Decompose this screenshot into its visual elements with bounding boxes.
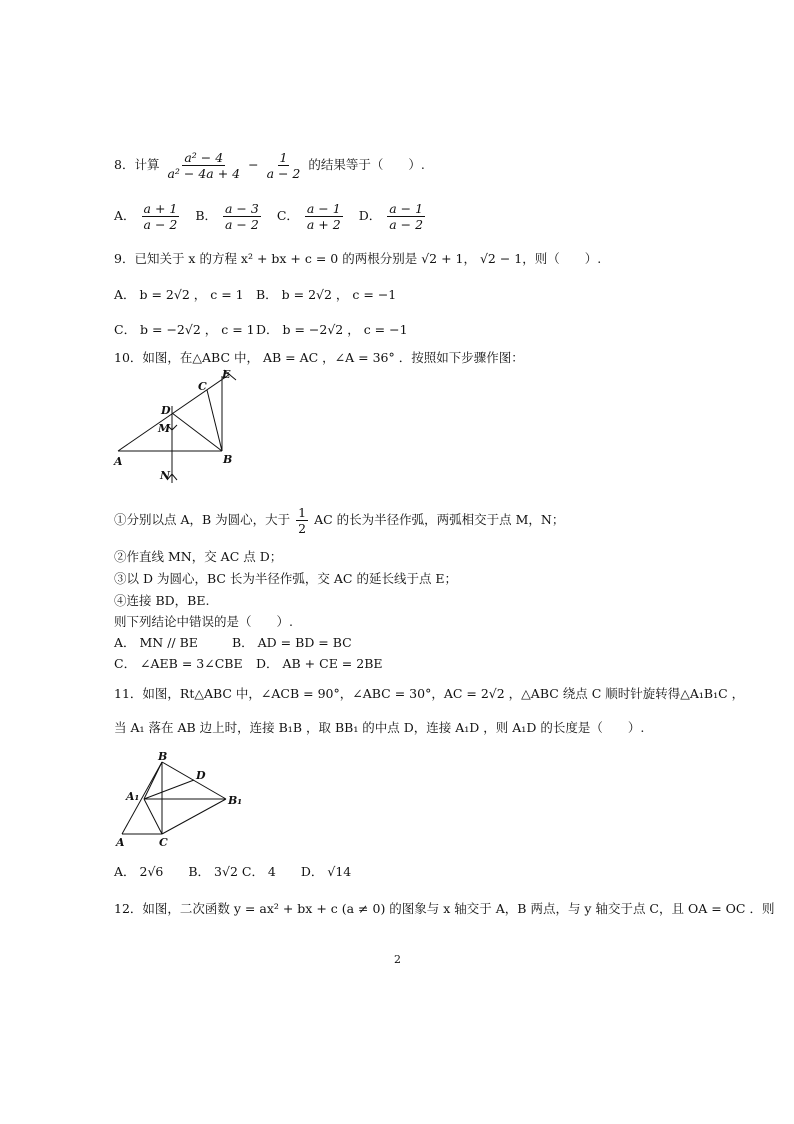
q10-step-2: ②作直线 MN，交 AC 点 D； <box>114 549 283 564</box>
q10-label-e: E <box>222 368 231 381</box>
q9-option-c: C． b = −2√2 ， c = 1 <box>114 322 255 337</box>
q11-line-2: 当 A₁ 落在 AB 边上时，连接 B₁B ，取 BB₁ 的中点 D，连接 A₁D ，则 A₁D 的长度是（ ）. <box>114 720 645 735</box>
q11-label-a1: A₁ <box>126 790 140 803</box>
q10-option-c: C． ∠AEB = 3∠CBE <box>114 656 243 671</box>
q11-figure <box>114 748 254 848</box>
q11-label-d: D <box>196 769 206 782</box>
q11-label-b: B <box>158 750 168 763</box>
q11-segment-b1c <box>162 799 226 834</box>
q10-option-a: A． MN // BE <box>114 635 198 650</box>
q9-option-d: D． b = −2√2 ， c = −1 <box>256 322 408 337</box>
q8-suffix: 的结果等于（ ）. <box>308 157 425 172</box>
q11-label-a: A <box>116 836 125 848</box>
page-number: 2 <box>394 953 401 966</box>
q10-label-b: B <box>223 453 233 466</box>
q10-option-b: B． AD = BD = BC <box>232 635 352 650</box>
q8-prefix: 8．计算 <box>114 157 160 172</box>
q10-question: 则下列结论中错误的是（ ）. <box>114 614 293 629</box>
q8-option-b: B． $\frac{a - 3}{a - 2}$ <box>195 201 259 232</box>
q10-label-m: M <box>158 422 171 435</box>
q10-stem: 10．如图，在△ABC 中， AB = AC ，∠A = 36° ．按照如下步骤作图： <box>114 350 524 365</box>
q8-option-a: A． $\frac{a + 1}{a - 2}$ <box>114 201 178 232</box>
q8-frac2-den: a − 2 <box>266 166 301 181</box>
q8-frac1-den: a² − 4a + 4 <box>167 166 241 181</box>
q10-label-c: C <box>198 380 207 393</box>
q11-label-c: C <box>159 836 168 848</box>
q8-frac1-num: a² − 4 <box>184 150 224 165</box>
q11-line-1: 11．如图，Rt△ABC 中，∠ACB = 90°，∠ABC = 30°，AC = 2√2 ，△ABC 绕点 C 顺时针旋转得△A₁B₁C ， <box>114 686 745 701</box>
q11-options: A． 2√6 B． 3√2 C． 4 D． √14 <box>114 864 352 879</box>
q10-figure <box>110 368 240 488</box>
q8-minus: − <box>248 157 259 172</box>
q9-option-a: A． b = 2√2 ， c = 1 <box>114 287 244 302</box>
q8-option-d: D． $\frac{a - 1}{a - 2}$ <box>358 201 424 232</box>
q8-options <box>114 201 427 232</box>
q12-stem: 12．如图，二次函数 y = ax² + bx + c (a ≠ 0) 的图象与 x 轴交于 A，B 两点，与 y 轴交于点 C，且 OA = OC ．则 <box>114 901 775 916</box>
q10-label-d: D <box>161 404 171 417</box>
q8-fraction-2 <box>265 150 303 181</box>
q10-label-n: N <box>160 469 171 482</box>
q10-label-a: A <box>114 455 123 468</box>
q9-stem: 9．已知关于 x 的方程 x² + bx + c = 0 的两根分别是 √2 + 1， √2 − 1，则（ ）. <box>114 251 602 266</box>
q8-option-c: C． $\frac{a - 1}{a + 2}$ <box>276 201 341 232</box>
q11-segment-a1c <box>144 799 162 834</box>
q11-label-b1: B₁ <box>228 794 243 807</box>
q8-stem <box>114 150 425 181</box>
q10-step-3: ③以 D 为圆心，BC 长为半径作弧，交 AC 的延长线于点 E； <box>114 571 458 586</box>
q9-option-b: B． b = 2√2 ， c = −1 <box>256 287 397 302</box>
q8-frac2-num: 1 <box>279 150 288 165</box>
q10-step-4: ④连接 BD，BE. <box>114 593 210 608</box>
q10-option-d: D． AB + CE = 2BE <box>256 656 383 671</box>
q8-fraction-1 <box>165 150 242 181</box>
q10-step-1: ①分别以点 A，B 为圆心，大于 $\frac{1}{2}$ AC 的长为半径作弧，两弧相交于点 M，N； <box>114 505 565 536</box>
q10-segment-ae <box>118 374 230 451</box>
